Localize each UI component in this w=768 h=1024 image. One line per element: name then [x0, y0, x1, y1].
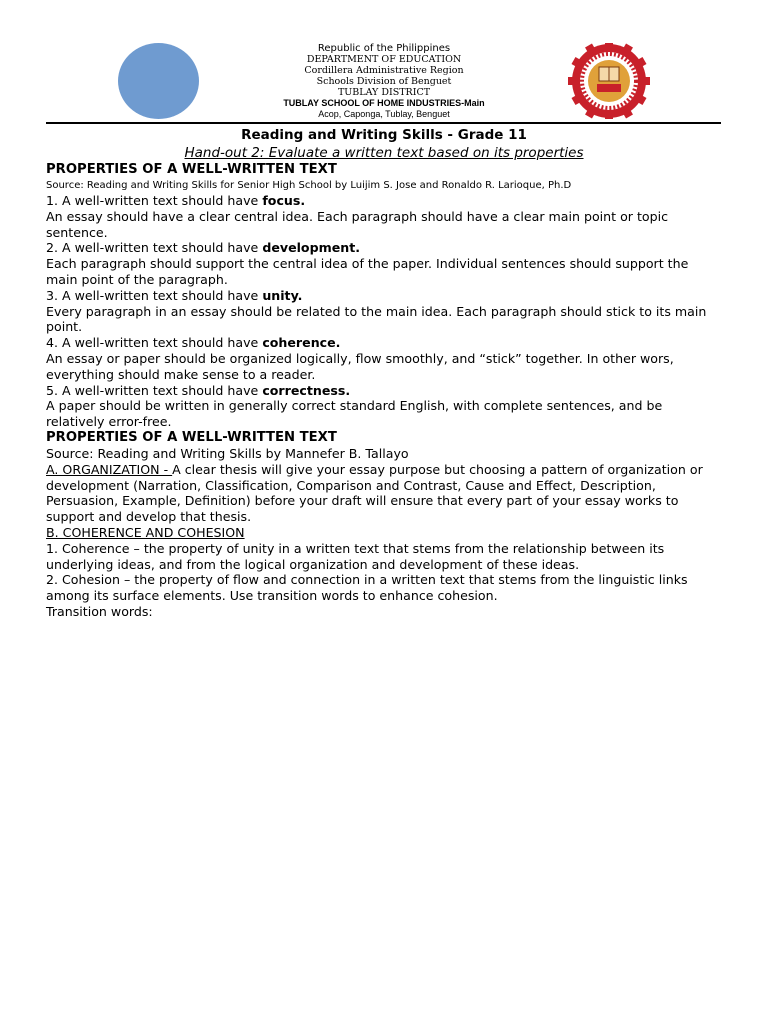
property-label: 2. A well-written text should have — [46, 240, 263, 256]
property-keyword: coherence. — [262, 335, 341, 351]
property-focus — [46, 193, 722, 209]
property-label: 3. A well-written text should have — [46, 287, 263, 303]
property-correctness — [46, 383, 722, 399]
transition-words-label: Transition words: — [46, 603, 153, 619]
school-seal — [568, 43, 650, 119]
organization-paragraph — [46, 462, 722, 525]
cohesion-definition: 2. Cohesion – the property of flow and connection in a written text that stems from the linguistic links among its surface elements. Use transition words to enhance cohesion. — [46, 572, 688, 604]
organization-text: A clear thesis will give your essay purpose but choosing a pattern of organization or development (Narration, Classification, Comparison and Contrast, Cause and Effect, Description, Persuasion, Example, Definition) before your draft will ensure that every part of your essay works to support and develop that thesis. — [46, 461, 703, 525]
property-unity — [46, 288, 722, 304]
section-heading-2: PROPERTIES OF A WELL-WRITTEN TEXT — [46, 429, 337, 445]
property-description: An essay or paper should be organized logically, flow smoothly, and “stick” together. In other wors, everything should make sense to a reader. — [46, 350, 674, 382]
doc-title: Reading and Writing Skills - Grade 11 — [241, 127, 527, 143]
header-school: TUBLAY SCHOOL OF HOME INDUSTRIES-Main — [283, 98, 485, 108]
deped-logo — [118, 43, 199, 119]
letterhead — [234, 43, 534, 120]
property-development — [46, 240, 722, 256]
property-label: 5. A well-written text should have — [46, 382, 263, 398]
doc-subtitle: Hand-out 2: Evaluate a written text based on its properties — [184, 145, 584, 161]
property-keyword: focus. — [262, 193, 306, 208]
header-region: Cordillera Administrative Region — [304, 65, 464, 76]
source-citation-1: Source: Reading and Writing Skills for Senior High School by Luijim S. Jose and Ronaldo R. Larioque, Ph.D — [46, 180, 572, 191]
property-description: Every paragraph in an essay should be related to the main idea. Each paragraph should stick to its main point. — [46, 303, 707, 335]
property-description: A paper should be written in generally correct standard English, with complete sentences, and be relatively error-free. — [46, 398, 663, 430]
property-keyword: unity. — [262, 287, 303, 303]
section-heading-1: PROPERTIES OF A WELL-WRITTEN TEXT — [46, 162, 337, 177]
property-label: 1. A well-written text should have — [46, 193, 263, 208]
property-keyword: development. — [262, 240, 361, 256]
property-label: 4. A well-written text should have — [46, 335, 263, 351]
header-district: TUBLAY DISTRICT — [337, 87, 431, 98]
header-department: DEPARTMENT OF EDUCATION — [306, 54, 462, 65]
header-division: Schools Division of Benguet — [316, 76, 452, 87]
handout-body — [46, 124, 722, 620]
property-keyword: correctness. — [262, 382, 351, 398]
property-description: Each paragraph should support the central idea of the paper. Individual sentences should support the main point of the paragraph. — [46, 256, 689, 287]
source-citation-2: Source: Reading and Writing Skills by Mannefer B. Tallayo — [46, 445, 409, 461]
property-description: An essay should have a clear central idea. Each paragraph should have a clear main point or topic sentence. — [46, 208, 669, 240]
organization-label: A. ORGANIZATION - — [46, 461, 173, 477]
header-republic: Republic of the Philippines — [317, 43, 451, 54]
property-coherence — [46, 335, 722, 351]
header-address: Acop, Caponga, Tublay, Benguet — [318, 109, 450, 119]
cohesion-heading: B. COHERENCE AND COHESION — [46, 524, 245, 540]
coherence-definition: 1. Coherence – the property of unity in a written text that stems from the relationship between its underlying ideas, and from the logical organization and development of these ideas. — [46, 540, 665, 572]
